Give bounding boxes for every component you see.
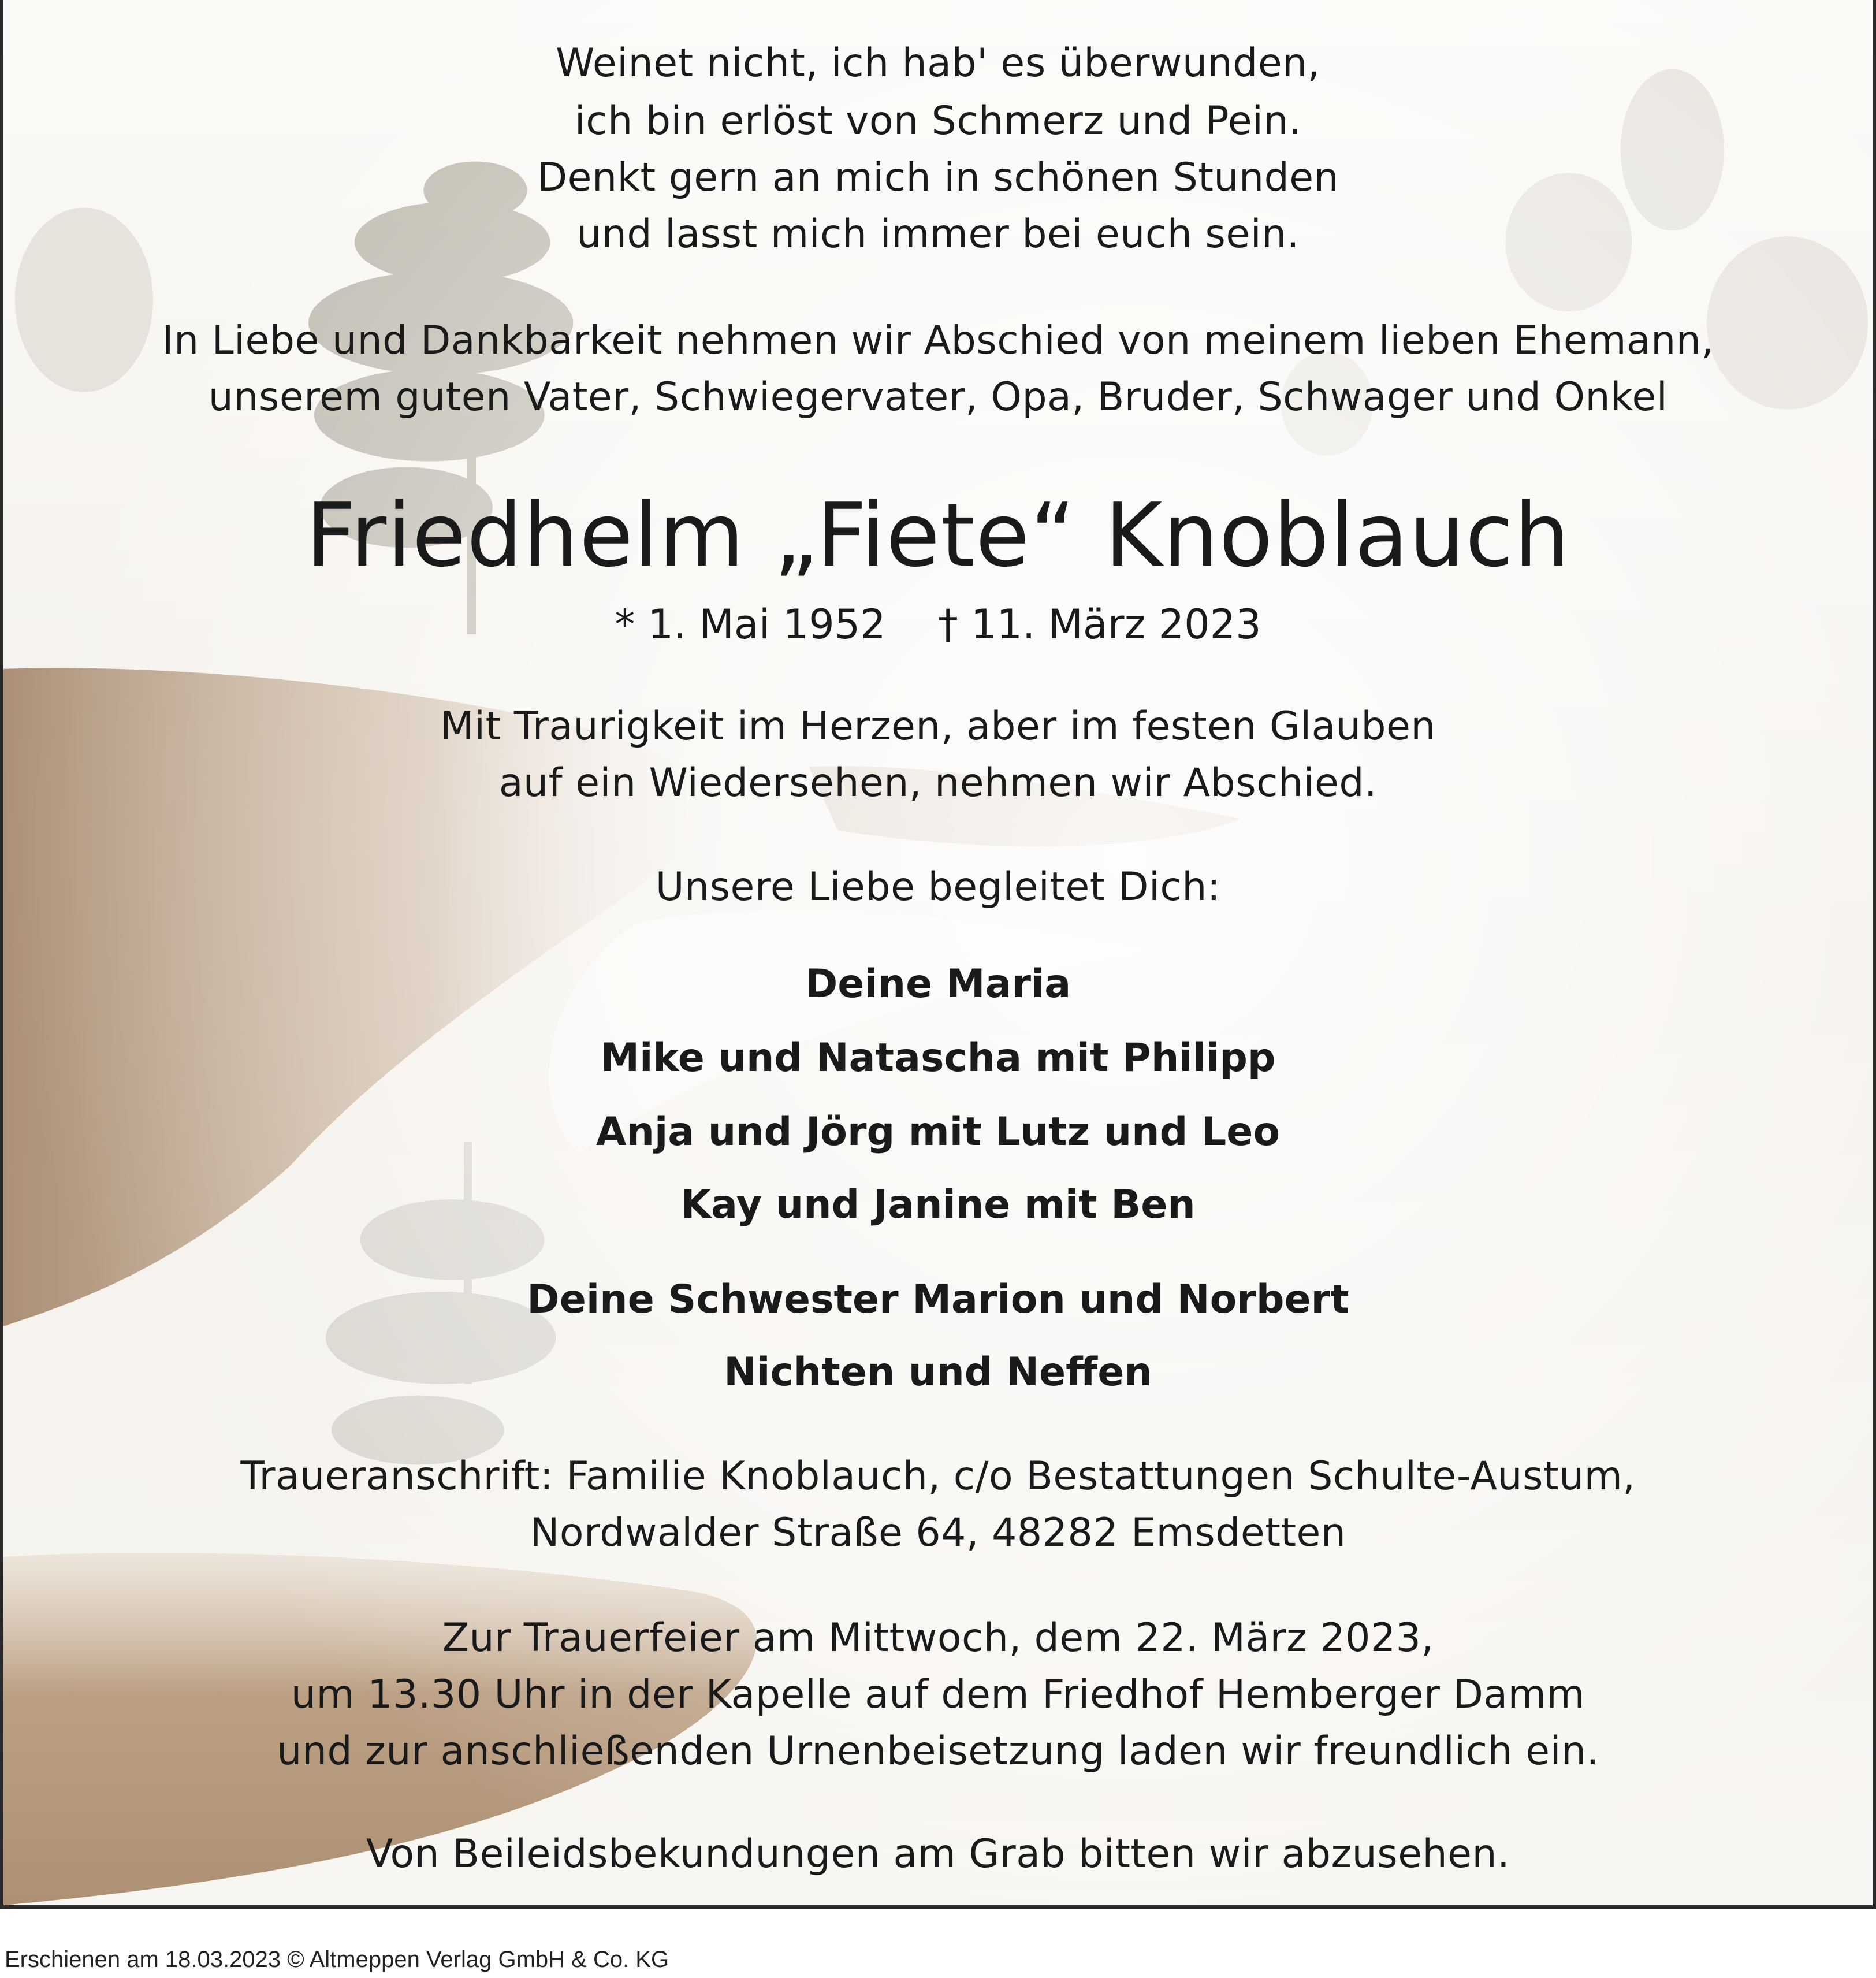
life-dates	[3, 601, 1873, 648]
service-line: Zur Trauerfeier am Mittwoch, dem 22. März 2023,	[442, 1615, 1434, 1661]
death-date: † 11. März 2023	[937, 601, 1261, 648]
poem-line: ich bin erlöst von Schmerz und Pein.	[574, 98, 1302, 144]
poem-line: und lasst mich immer bei euch sein.	[576, 211, 1300, 257]
family-member: Anja und Jörg mit Lutz und Leo	[595, 1109, 1281, 1155]
faith-line: Mit Traurigkeit im Herzen, aber im festen Glauben	[440, 704, 1436, 749]
family-member: Nichten und Neffen	[724, 1349, 1152, 1395]
accompany-heading: Unsere Liebe begleitet Dich:	[655, 864, 1221, 910]
poem-line: Weinet nicht, ich hab' es überwunden,	[556, 40, 1320, 86]
intro-line: unserem guten Vater, Schwiegervater, Opa, Bruder, Schwager und Onkel	[208, 374, 1668, 420]
closing-line: Von Beileidsbekundungen am Grab bitten wir abzusehen.	[366, 1831, 1510, 1877]
notice-content	[3, 0, 1873, 1905]
deceased-name: Friedhelm „Fiete“ Knoblauch	[306, 484, 1570, 586]
address-line: Traueranschrift: Familie Knoblauch, c/o Bestattungen Schulte-Austum,	[240, 1453, 1636, 1499]
family-member: Deine Maria	[805, 961, 1071, 1007]
intro-line: In Liebe und Dankbarkeit nehmen wir Abschied von meinem lieben Ehemann,	[162, 318, 1714, 363]
family-member: Kay und Janine mit Ben	[680, 1182, 1196, 1228]
service-line: um 13.30 Uhr in der Kapelle auf dem Friedhof Hemberger Damm	[291, 1672, 1585, 1717]
family-member: Deine Schwester Marion und Norbert	[527, 1277, 1349, 1322]
poem-line: Denkt gern an mich in schönen Stunden	[537, 155, 1339, 200]
address-line: Nordwalder Straße 64, 48282 Emsdetten	[530, 1510, 1346, 1556]
faith-line: auf ein Wiedersehen, nehmen wir Abschied.	[498, 760, 1378, 806]
service-line: und zur anschließenden Urnenbeisetzung laden wir freundlich ein.	[277, 1728, 1599, 1774]
publication-credit: Erschienen am 18.03.2023 © Altmeppen Verlag GmbH & Co. KG	[5, 1947, 669, 1972]
family-member: Mike und Natascha mit Philipp	[600, 1035, 1276, 1081]
birth-date: * 1. Mai 1952	[615, 601, 886, 648]
